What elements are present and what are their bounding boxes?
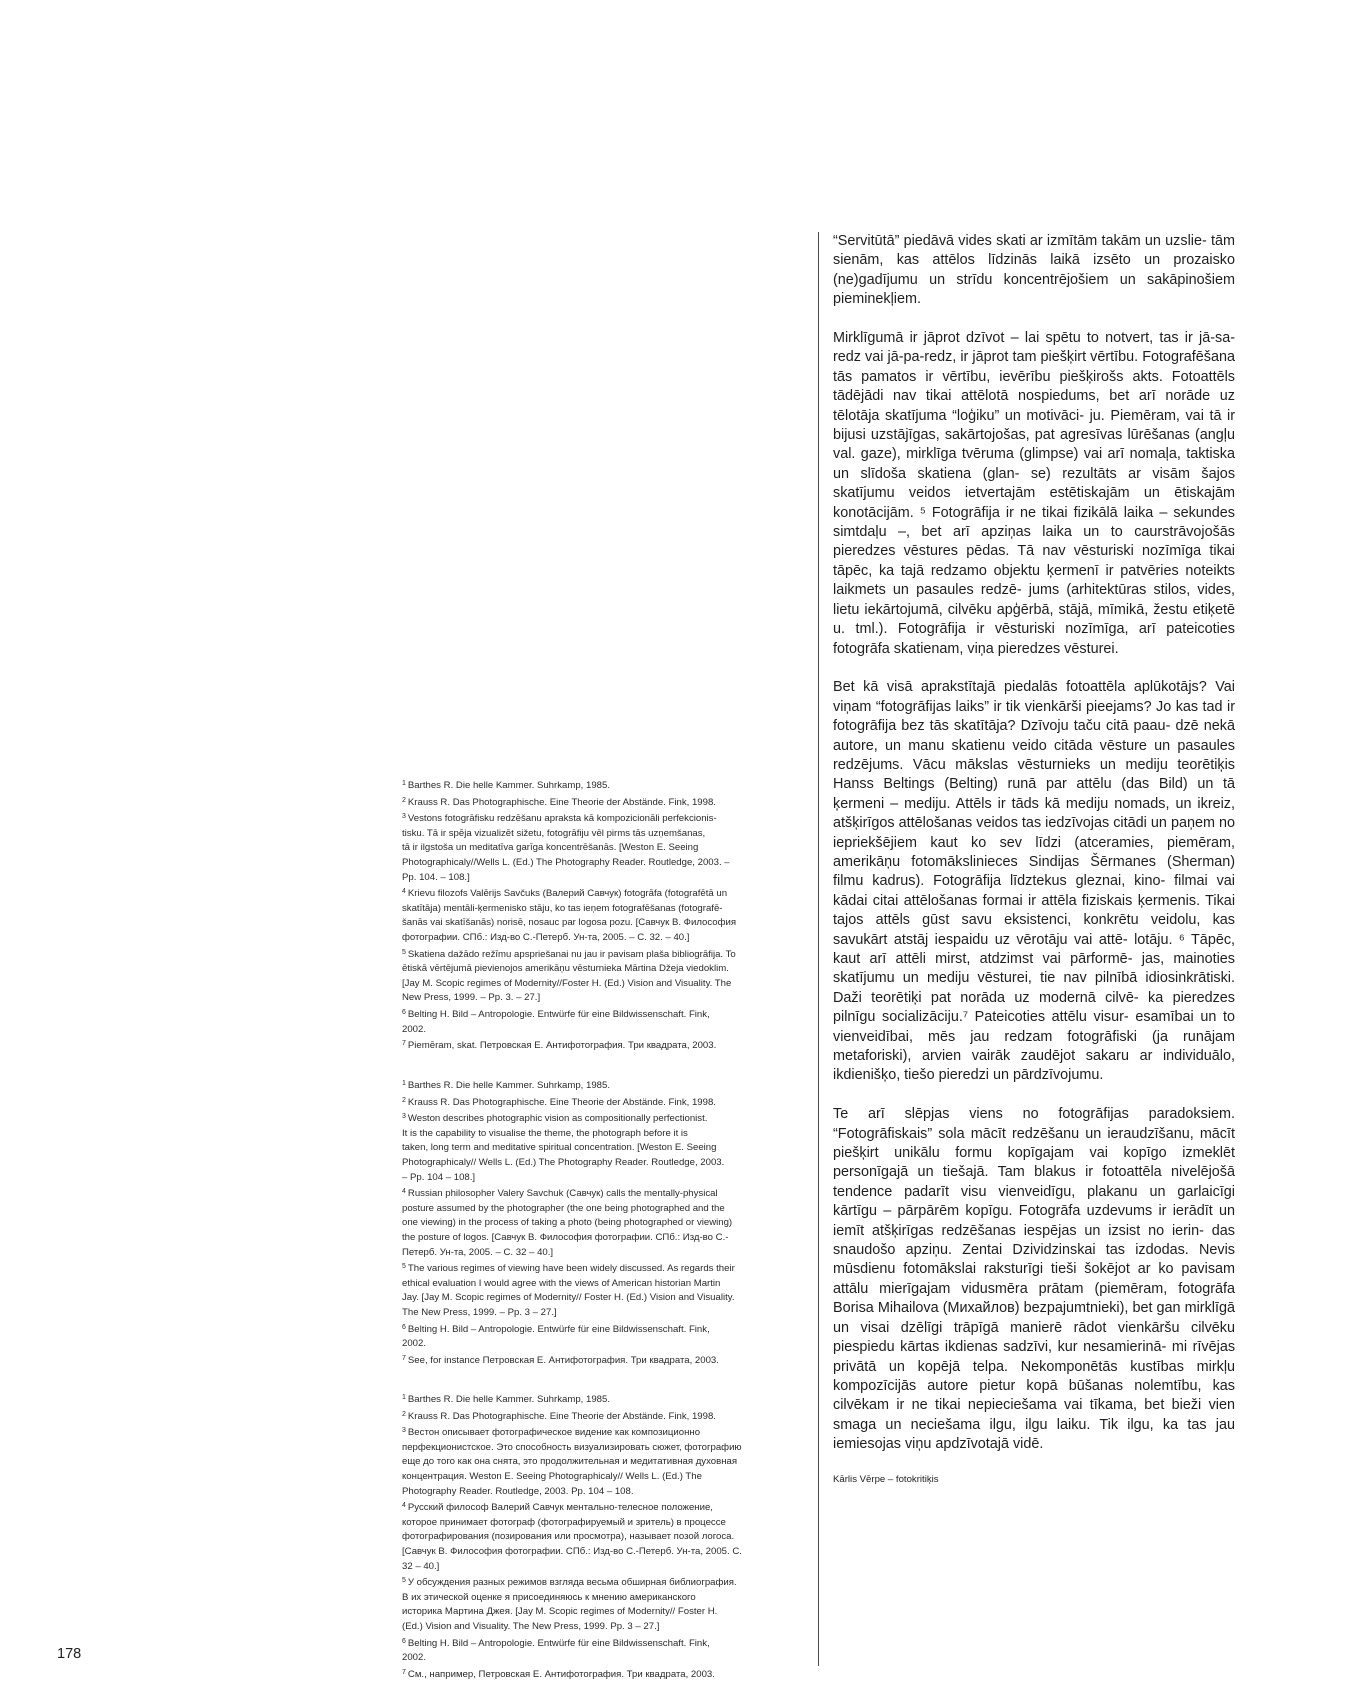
footnote-number: 4 [402,1502,406,1510]
footnote-number: 4 [402,1188,406,1196]
paragraph-line: Bet kā visā aprakstītajā piedalās fotoattēla aplūkotājs? Vai [833,679,1235,696]
footnote-line [402,1185,802,1202]
footnote-line [402,841,802,856]
footnote-text: Barthes R. Die helle Kammer. Suhrkamp, 1985. [407,780,611,791]
footnote-text: ethical evaluation I would agree with the views of American historian Martin [402,1277,721,1289]
footnote-line [402,1277,802,1292]
footnotes-english [402,1077,802,1368]
footnote-line [402,1110,802,1127]
paragraph-line: apģērbā, stājā, mīmikā, žestu etiķetē u. tml.). Fotogrāfija [833,601,1235,638]
paragraph-line: Te arī slēpjas viens no fotogrāfijas paradoksiem. [833,1106,1235,1123]
footnote-text: Krauss R. Das Photographische. Eine Theorie der Abstände. Fink, 1998. [407,1410,716,1422]
footnote-number: 7 [402,1354,406,1362]
footnote-line [402,1077,802,1094]
paragraph-line: tikai fizikālā laika – sekundes simtdaļu –, bet arī apziņas [833,504,1236,541]
footnote-line [402,1231,802,1246]
footnote-number: 1 [402,1080,406,1087]
article-paragraph [833,1105,1235,1454]
paragraph-line: viņa pieredzes vēsturei. [967,640,1119,657]
footnotes-latvian [402,777,802,1054]
paragraph-line: vien smaga un neciešama ilgu, ilgu laiku. Tik ilgu, ka tas jau [833,1397,1235,1433]
footnote-line [402,1127,802,1142]
paragraph-line: pavisam attālu mierīgajam vidusmēra prātam (piemēram, [833,1261,1236,1297]
footnote-text: The various regimes of viewing have been widely discussed. As regards their [407,1263,735,1275]
paragraph-line: un ikreiz, atšķirīgos attēlošanas veidos tas iedzīvojas citādi [833,795,1236,832]
paragraph-line: esamībai un to vienveidībai, mēs jau redzam fotogrāfiski [833,1009,1235,1045]
footnote-line [402,1485,802,1500]
footnote-line [402,1321,802,1338]
paragraph-line: pieminekļiem. [833,291,921,308]
footnote-text: See, for instance Петровская Е. Антифотография. Три квадрата, 2003. [407,1354,719,1366]
footnote-text: У обсуждения разных режимов взгляда весьма обширная библиография. [407,1577,737,1589]
footnote-text: которое принимает фотограф (фотографируемый и зритель) в процессе [402,1516,726,1528]
footnote-text: Belting H. Bild – Antropologie. Entwürfe für eine Bildwissenschaft. Fink, [407,1637,710,1649]
footnote-number: 2 [402,1410,406,1418]
paragraph-line: “Servitūtā” piedāvā vides skati ar izmītām takām un uzslie- [833,233,1207,249]
footnote-number: 6 [402,1008,406,1016]
footnote-line [402,1591,802,1606]
article-paragraph [833,678,1235,1086]
paragraph-line: tad ir fotogrāfija bez tās skatītāja? Dzīvoju taču citā paau- [833,698,1235,735]
footnote-line [402,991,802,1006]
footnote-line [402,1291,802,1306]
footnote-line [402,1246,802,1261]
paragraph-line: kārtīgu – pārpārēm kopīgu. Fotogrāfa uzdevums ir ierādīt [833,1203,1213,1220]
footnote-number: 6 [402,1323,406,1331]
footnote-line [402,885,802,902]
footnote-text: Photographicaly// Wells L. (Ed.) The Photography Reader. Routledge, 2003. [402,1156,725,1168]
footnote-text: фотографирования (позирования или просмотра), называет позой логоса. [402,1531,735,1543]
paragraph-line: agresīvas lūrēšanas (angļu val. gaze), mirklīga tvēruma [833,427,1235,463]
paragraph-line: ir vēsturiski nozīmīga, arī pateicoties fotogrāfa skatienam, [833,621,1235,657]
column-divider [818,232,819,1666]
footnote-line [402,1605,802,1620]
footnote-line [402,902,802,917]
footnote-text: Photographicaly//Wells L. (Ed.) The Photography Reader. Routledge, 2003. – [402,856,730,868]
paragraph-line: iemiesojas viņu apdzīvotajā vidē. [833,1436,1044,1453]
paragraph-line: Nevis mūsdienu fotomākslai raksturīgi tieši šokējot ar ko [833,1242,1235,1278]
footnote-text: Russian philosopher Valery Savchuk (Савчук) calls the mentally-physical [407,1188,718,1200]
footnote-line [402,1306,802,1321]
footnote-text: 2002. [402,1023,427,1035]
footnote-text: skatītāja) mentāli-ķermenisko stāju, ko tas ieņem fotografēšanas (fotografē- [402,902,723,914]
footnote-text: 2002. [402,1338,427,1350]
footnote-line [402,1666,802,1683]
article-paragraph [833,232,1235,310]
footnote-text: фотографии. СПб.: Изд-во С.-Петерб. Ун-та, 2005. – С. 32. – 40.] [402,931,690,943]
footnote-line [402,794,802,811]
footnote-line [402,1391,802,1408]
paragraph-line: mācīt piešķirt unikālu formu kopīgajam vai kopīgo izmeklēt [833,1125,1235,1162]
footnote-line [402,1337,802,1352]
footnote-text: Skatiena dažādo režīmu apspriešanai nu jau ir pavisam plaša bibliogrāfija. To [407,948,736,960]
footnote-text: Pp. 104. – 108.] [402,871,470,883]
footnote-line [402,1141,802,1156]
footnote-text: one viewing) in the process of taking a photo (being photographed or viewing) [402,1217,733,1229]
paragraph-line: jā-sa-redz vai jā-pa-redz, ir jāprot tam piešķirt vērtību. [833,330,1236,366]
footnote-text: См., например, Петровская Е. Антифотография. Три квадрата, 2003. [407,1668,715,1680]
paragraph-line: bet arī norāde uz tēlotāja skatījuma “loģiku” un motivāci- [833,388,1235,424]
footnote-text: New Press, 1999. – Pp. 3. – 27.] [402,992,541,1004]
footnote-line [402,1424,802,1441]
paragraph-line: akts. Fotoattēls tādējādi nav tikai attēlotā nospiedums, [833,368,1235,405]
footnote-number: 1 [402,780,406,787]
footnote-number: 7 [402,1668,406,1676]
footnote-text: Вестон описывает фотографическое видение как композиционно [407,1427,701,1439]
footnote-text: перфекционистское. Это способность визуализировать сюжет, фотографию [402,1441,742,1453]
paragraph-line: laika un to caurstrāvojošās pieredzes vēstures pēdas. Tā [833,524,1235,560]
footnote-text: историка Мартина Джея. [Jay M. Scopic regimes of Modernity// Foster H. [402,1606,718,1618]
footnote-line [402,977,802,992]
paragraph-line: mirkļu kompozīcijās autore pietur kopā būšanas nolemtību, [833,1358,1236,1394]
footnote-text: taken, long term and meditative spiritual concentration. [Weston E. Seeing [402,1142,717,1154]
footnote-text: Photography Reader. Routledge, 2003. Pp. 104 – 108. [402,1485,634,1497]
footnote-line [402,1530,802,1545]
footnote-number: 2 [402,1096,406,1104]
footnote-text: [Савчук В. Философия фотографии. СПб.: Изд-во С.-Петерб. Ун-та, 2005. С. [402,1545,742,1557]
footnote-line [402,871,802,886]
footnote-text: 32 – 40.] [402,1560,440,1572]
footnote-number: 4 [402,888,406,896]
paragraph-line: pasaules redzējums. Vācu mākslas vēsturnieks un mediju [833,737,1235,773]
footnote-line [402,1441,802,1456]
paragraph-line: estētiskajām un ētiskajām konotācijām. ⁵ Fotogrāfija ir ne [833,485,1236,521]
article-body [833,232,1235,1486]
paragraph-line: individuālo, ikdienišķo, tiešo pieredzi un pārdzīvojumu. [833,1048,1235,1084]
footnote-line [402,1470,802,1485]
footnote-line [402,962,802,977]
paragraph-line: mi rīvējas privātā un kopējā telpa. Nekomponētās kustības [833,1339,1236,1375]
paragraph-line: un tā ķermeni – mediju. Attēls ir tāds kā mediju nomads, [833,776,1235,812]
paragraph-line: personīgajā un tiešajā. Tam blakus ir fotoattēla nivelējošā [833,1164,1235,1181]
paragraph-line: jas, mainoties skatījumu un mediju vēsturei, tie nav pilnībā [833,951,1235,987]
footnote-text: еще до того как она снята, это продолжительная и медитативная духовная [402,1456,738,1468]
footnote-line [402,1037,802,1054]
footnote-line [402,810,802,827]
paragraph-line: ju. Piemēram, vai tā ir bijusi uzstājīgas, sakārtojošas, pat [833,407,1236,444]
footnote-line [402,1560,802,1575]
paragraph-line: cilvēku piespiedu kārtas ikdienas sadzīvi, kur nesamierinā- [833,1319,1235,1356]
paragraph-line: tendence padarīt visu vienveidīgu, plakanu un garlaicīgi [833,1183,1235,1200]
footnote-line [402,1260,802,1277]
footnote-number: 5 [402,1263,406,1271]
footnote-text: The New Press, 1999. – Pp. 3 – 27.] [402,1306,557,1318]
footnote-line [402,1202,802,1217]
paragraph-line: teorētiķis Hanss Beltings (Belting) runā par attēlu (das Bild) [833,756,1235,793]
footnote-text: tā ir ilgstoša un meditatīva garīga koncentrēšanās. [Weston E. Seeing [402,842,699,854]
paragraph-line: veidolu, kas savukārt atstāj iespaidu uz vērotāju vai attē- [833,912,1235,948]
footnote-line [402,1455,802,1470]
paragraph-line: (ne)gadījumu un strīdu koncentrējošiem un sakāpinošiem [833,271,1235,288]
footnote-text: Krievu filozofs Valērijs Savčuks (Валерий Савчук) fotogrāfa (fotografētā un [407,888,728,900]
footnote-line [402,1023,802,1038]
paragraph-line: fotogrāfa Borisa Mihailova (Михайлов) bezpajumtnieki), bet [833,1280,1236,1317]
paragraph-line: das snaudošo apziņu. Zentai Dzividzinskai tas izdodas. [833,1222,1235,1259]
footnote-line [402,1651,802,1666]
footnote-line [402,1574,802,1591]
footnote-number: 7 [402,1040,406,1048]
footnote-line [402,931,802,946]
paragraph-line: piemēram, amerikāņu fotomākslinieces Sindijas Šērmanes [833,834,1235,870]
paragraph-line: ķermenis. Tikai tajos attēls gūst savu eksistenci, konkrētu [833,892,1236,929]
footnote-line [402,1094,802,1111]
paragraph-line: ka pieredzes pilnīgu socializāciju.⁷ Pateicoties attēlu visur- [833,989,1235,1026]
footnote-text: Belting H. Bild – Antropologie. Entwürfe für eine Bildwissenschaft. Fink, [407,1323,710,1335]
footnote-text: концентрация. Weston E. Seeing Photographicaly// Wells L. (Ed.) The [402,1470,702,1482]
footnote-number: 1 [402,1394,406,1401]
footnote-text: It is the capability to visualise the theme, the photograph before it is [402,1127,688,1139]
footnote-line [402,1216,802,1231]
footnote-text: Jay. [Jay M. Scopic regimes of Modernity// Foster H. (Ed.) Vision and Visuality. [402,1292,735,1304]
footnote-text: – Pp. 104 – 108.] [402,1171,476,1183]
footnote-line [402,856,802,871]
paragraph-line: Mirklīgumā ir jāprot dzīvot – lai spētu to notvert, tas ir [833,330,1193,347]
paragraph-line: Fotografēšana tās pamatos ir vērtību, ievērību piešķirošs [833,349,1235,385]
footnote-number: 5 [402,1577,406,1585]
footnote-text: В их этической оценке я присоединяюсь к мнению американского [402,1591,696,1603]
paragraph-line: ķermenī ir patvēries noteikts laikmets un pasaules redzē- [833,562,1235,599]
author-signature: Kārlis Vērpe – fotokritiķis [833,1473,939,1485]
footnote-line [402,1156,802,1171]
footnotes-russian [402,1391,802,1682]
paragraph-line: “Fotogrāfiskais” sola mācīt redzēšanu un ieraudzīšanu, [833,1125,1194,1142]
footnote-line [402,1516,802,1531]
footnote-text: Piemēram, skat. Петровская Е. Антифотография. Три квадрата, 2003. [407,1040,717,1052]
footnote-number: 6 [402,1637,406,1645]
footnote-number: 3 [402,1113,406,1121]
page-number: 178 [57,1646,82,1662]
footnote-line [402,1352,802,1369]
paragraph-line: idiosinkrātiski. Daži teorētiķi pat norāda uz modernā cilvē- [833,970,1235,1006]
footnote-line [402,1006,802,1023]
footnote-text: (Ed.) Vision and Visuality. The New Press, 1999. Pp. 3 – 27.] [402,1620,660,1632]
footnote-text: Barthes R. Die helle Kammer. Suhrkamp, 1985. [407,1080,611,1091]
article-paragraph [833,329,1235,659]
paragraph-line: un iemīt atšķirīgas redzēšanas iespējas un izsist no ierin- [833,1203,1236,1239]
footnote-text: Belting H. Bild – Antropologie. Entwürfe für eine Bildwissenschaft. Fink, [407,1008,710,1020]
footnote-line [402,916,802,931]
footnote-line [402,1408,802,1425]
paragraph-line: lotāju. ⁶ Tāpēc, kaut arī attēli mirst, atdzimst vai pārformē- [833,931,1236,967]
footnote-text: šanās vai skatīšanās) norisē, nosauc par logosa pozu. [Савчук В. Философия [402,917,737,929]
footnote-text: Barthes R. Die helle Kammer. Suhrkamp, 1985. [407,1394,611,1405]
footnote-number: 3 [402,1427,406,1435]
paragraph-line: (glimpse) vai arī nomaļa, taktiska un slīdoša skatiena (glan- [833,446,1236,482]
paragraph-line: nav vēsturiski nozīmīga tikai tāpēc, ka tajā redzamo objektu [833,543,1235,579]
footnote-line [402,946,802,963]
paragraph-line: (Sherman) filmu kadrus). Fotogrāfija līdztekus gleznai, kino- [833,853,1236,890]
footnote-line [402,1171,802,1186]
paragraph-line: kas cilvēkam ir ne tikai nepieciešama vai tīkama, bet bieži [833,1377,1236,1414]
paragraph-line: filmai vai kādai citai attēlošanas formai ir attēla fiziskais [833,873,1235,909]
footnote-line [402,1620,802,1635]
footnote-text: Krauss R. Das Photographische. Eine Theorie der Abstände. Fink, 1998. [407,796,716,808]
footnote-text: Weston describes photographic vision as compositionally perfectionist. [407,1113,708,1125]
footnote-text: Русский философ Валерий Савчук ментально-телесное положение, [407,1502,713,1514]
footnote-line [402,777,802,794]
footnote-text: [Jay M. Scopic regimes of Modernity//Foster H. (Ed.) Vision and Visuality. The [402,977,732,989]
paragraph-line: gan mirklīgā un visai dzēlīgi trāpīgā manierē rādot vienkāršu [833,1300,1235,1336]
footnote-line [402,1499,802,1516]
footnote-number: 5 [402,948,406,956]
footnote-number: 3 [402,813,406,821]
footnote-text: ētiskā vērtējumā pievienojos amerikāņu vēsturnieka Mārtina Džeja viedoklim. [402,963,729,975]
footnote-text: Vestons fotogrāfisku redzēšanu apraksta kā kompozicionāli perfekcionis- [407,813,717,825]
paragraph-line: viņam “fotogrāfijas laiks” ir tik vienkārši pieejams? Jo kas [833,698,1199,715]
footnote-text: the posture of logos. [Савчук В. Философия фотографии. СПб.: Изд-во С.- [402,1231,729,1243]
footnote-text: posture assumed by the photographer (the one being photographed and the [402,1202,725,1214]
footnote-text: Петерб. Ун-та, 2005. – С. 32 – 40.] [402,1246,554,1258]
footnote-text: tisku. Tā ir spēja vizualizēt sižetu, fotogrāfiju vēl pirms tās uzņemšanas, [402,827,706,839]
paragraph-line: se) rezultāts ar visām šajos skatījumu veidos ietvertajām [833,465,1236,502]
footnote-text: Krauss R. Das Photographische. Eine Theorie der Abstände. Fink, 1998. [407,1096,716,1108]
paragraph-line: jums (arhitektūras stilos, vides, lietu iekārtojumā, cilvēku [833,582,1235,618]
footnote-line [402,827,802,842]
footnote-line [402,1545,802,1560]
footnote-text: 2002. [402,1652,427,1664]
footnote-number: 2 [402,796,406,804]
footnote-line [402,1635,802,1652]
paragraph-line: un paņem no iepriekšējiem kaut ko sev līdzi (atceramies, [833,815,1236,851]
paragraph-line: (ja runājam metaforiski), arvien vairāk zaudējot sakaru ar [833,1028,1236,1065]
paragraph-line: dzē nekā autore, un manu skatienu veido citāda vēsture un [833,718,1236,754]
paragraph-line: tām sienām, kas attēlos līdzinās laikā izsēto un prozaisko [833,233,1235,269]
